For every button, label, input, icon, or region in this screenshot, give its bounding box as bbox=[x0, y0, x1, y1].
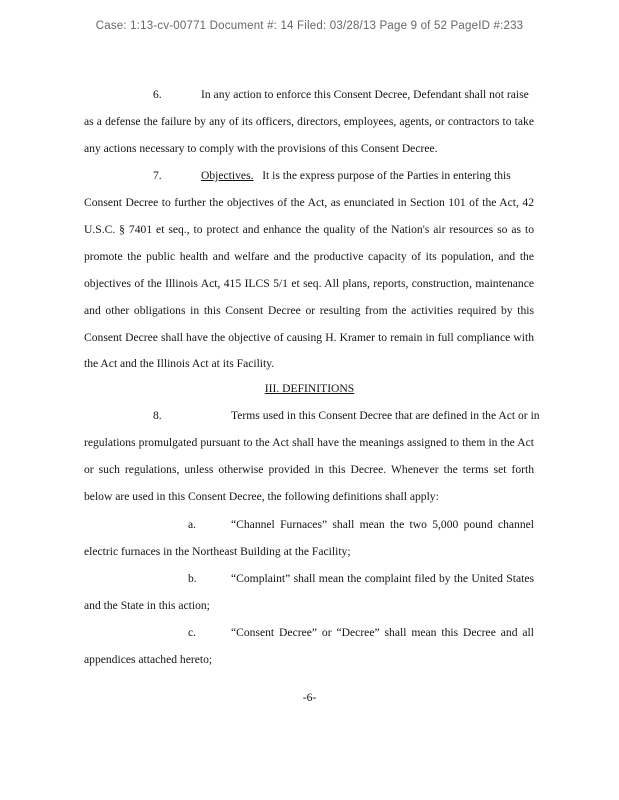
para-8-line-2: regulations promulgated pursuant to the Act shall have the meanings assigned to them in the Act bbox=[84, 436, 534, 449]
definition-b-line-1: “Complaint” shall mean the complaint filed by the United States bbox=[231, 572, 534, 585]
para-6-line-1: In any action to enforce this Consent Decree, Defendant shall not raise bbox=[201, 88, 529, 101]
para-8-number: 8. bbox=[153, 409, 162, 422]
para-7-line-2: Consent Decree to further the objectives of the Act, as enunciated in Section 101 of the Act, 42 bbox=[84, 196, 534, 209]
definition-a-line-1: “Channel Furnaces” shall mean the two 5,000 pound channel bbox=[231, 518, 534, 531]
para-6-line-2: as a defense the failure by any of its officers, directors, employees, agents, or contractors to take bbox=[84, 115, 534, 128]
para-7-title-line bbox=[201, 169, 511, 183]
para-8-line-1: Terms used in this Consent Decree that are defined in the Act or in bbox=[231, 409, 540, 422]
para-7-line-6: and other obligations in this Consent Decree or resulting from the activities required by this bbox=[84, 304, 534, 317]
para-7-number: 7. bbox=[153, 169, 162, 182]
para-7-title: Objectives. bbox=[201, 169, 254, 182]
para-7-line-1: It is the express purpose of the Parties in entering this bbox=[262, 169, 511, 182]
para-7-line-5: objectives of the Illinois Act, 415 ILCS 5/1 et seq. All plans, reports, construction, maintenance bbox=[84, 277, 534, 290]
para-7-line-7: Consent Decree shall have the objective of causing H. Kramer to remain in full compliance with bbox=[84, 331, 534, 344]
case-header: Case: 1:13-cv-00771 Document #: 14 Filed: 03/28/13 Page 9 of 52 PageID #:233 bbox=[95, 20, 524, 32]
definition-a-line-2: electric furnaces in the Northeast Building at the Facility; bbox=[84, 545, 351, 558]
para-8-line-4: below are used in this Consent Decree, the following definitions shall apply: bbox=[84, 490, 439, 503]
definition-b-letter: b. bbox=[188, 572, 197, 585]
definition-c-line-1: “Consent Decree” or “Decree” shall mean this Decree and all bbox=[231, 626, 534, 639]
definition-c-line-2: appendices attached hereto; bbox=[84, 653, 213, 666]
para-7-line-3: U.S.C. § 7401 et seq., to protect and enhance the quality of the Nation's air resources so as to bbox=[84, 223, 534, 236]
para-7-line-4: promote the public health and welfare and the productive capacity of its population, and the bbox=[84, 250, 534, 263]
para-7-line-8: the Act and the Illinois Act at its Facility. bbox=[84, 357, 275, 370]
definition-c-letter: c. bbox=[188, 626, 197, 639]
section-heading-definitions: III. DEFINITIONS bbox=[264, 382, 355, 395]
para-8-line-3: or such regulations, unless otherwise provided in this Decree. Whenever the terms set forth bbox=[84, 463, 534, 476]
definition-b-line-2: and the State in this action; bbox=[84, 599, 210, 612]
para-6-number: 6. bbox=[153, 88, 162, 101]
page-number: -6- bbox=[302, 691, 317, 704]
para-6-line-3: any actions necessary to comply with the provisions of this Consent Decree. bbox=[84, 142, 438, 155]
definition-a-letter: a. bbox=[188, 518, 197, 531]
